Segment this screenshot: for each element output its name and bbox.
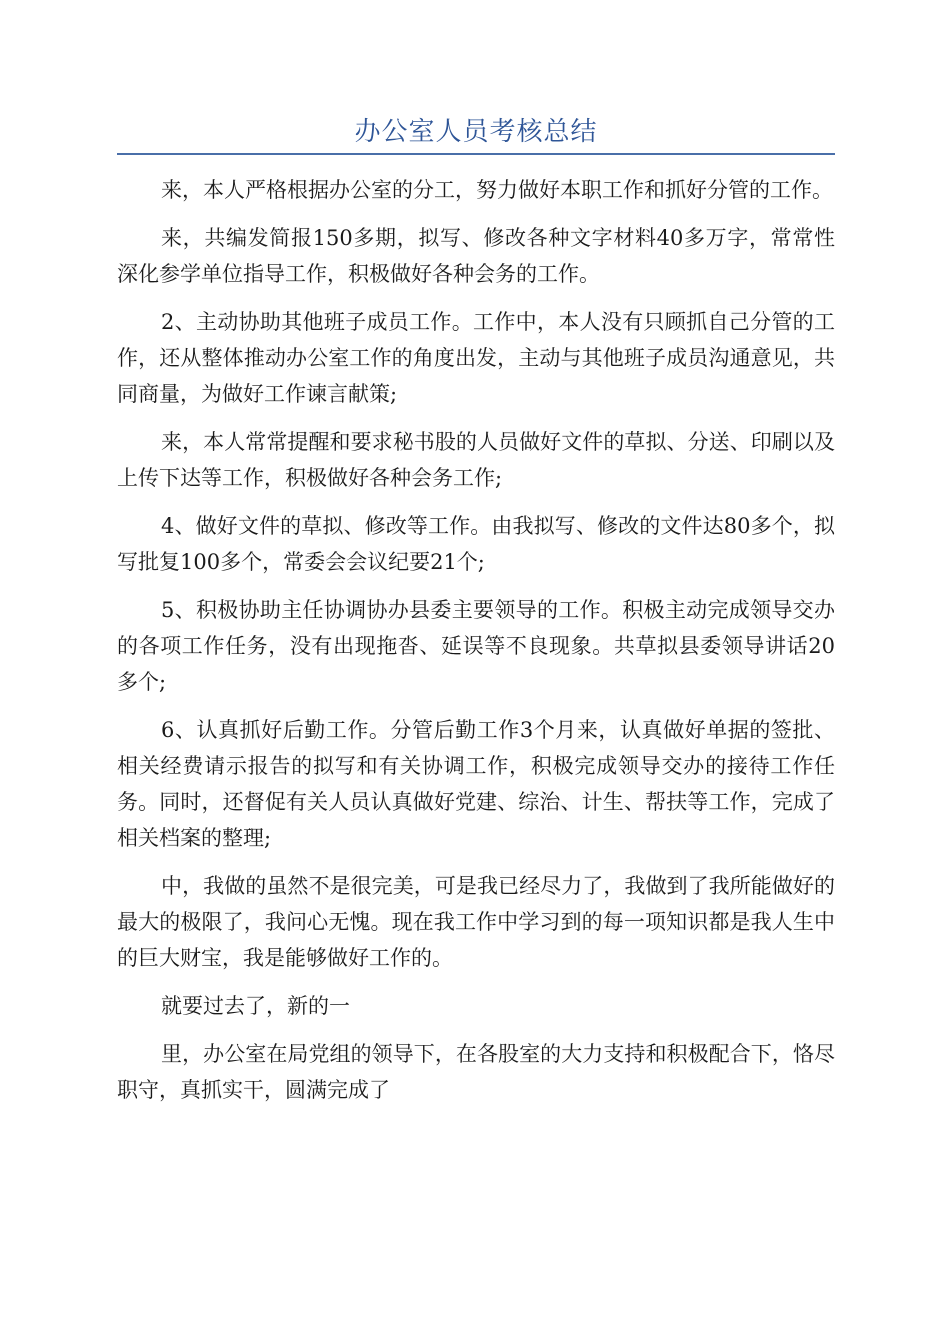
- paragraph: 5、积极协助主任协调协办县委主要领导的工作。积极主动完成领导交办的各项工作任务，没有出现拖沓、延误等不良现象。共草拟县委领导讲话20多个;: [117, 598, 835, 694]
- paragraph: 来，共编发简报150多期，拟写、修改各种文字材料40多万字，常常性深化参学单位指导工作，积极做好各种会务的工作。: [117, 226, 835, 286]
- document-title: 办公室人员考核总结: [354, 117, 598, 147]
- paragraph: 里，办公室在局党组的领导下，在各股室的大力支持和积极配合下，恪尽职守，真抓实干，圆满完成了: [117, 1042, 835, 1102]
- paragraph: 来，本人严格根据办公室的分工，努力做好本职工作和抓好分管的工作。: [161, 178, 833, 202]
- paragraph: 中，我做的虽然不是很完美，可是我已经尽力了，我做到了我所能做好的最大的极限了，我问心无愧。现在我工作中学习到的每一项知识都是我人生中的巨大财宝，我是能够做好工作的。: [117, 874, 835, 970]
- paragraph: 就要过去了，新的一: [161, 994, 350, 1018]
- document-body: [117, 172, 835, 1120]
- title-underline: [117, 153, 835, 155]
- paragraph: 2、主动协助其他班子成员工作。工作中，本人没有只顾抓自己分管的工作，还从整体推动办公室工作的角度出发，主动与其他班子成员沟通意见，共同商量，为做好工作谏言献策;: [117, 310, 835, 406]
- paragraph: 来，本人常常提醒和要求秘书股的人员做好文件的草拟、分送、印刷以及上传下达等工作，积极做好各种会务工作;: [117, 430, 835, 490]
- paragraph: 6、认真抓好后勤工作。分管后勤工作3个月来，认真做好单据的签批、相关经费请示报告的拟写和有关协调工作，积极完成领导交办的接待工作任务。同时，还督促有关人员认真做好党建、综治、计生、帮扶等工作，完成了相关档案的整理;: [117, 718, 835, 850]
- paragraph: 4、做好文件的草拟、修改等工作。由我拟写、修改的文件达80多个，拟写批复100多个，常委会会议纪要21个;: [117, 514, 835, 574]
